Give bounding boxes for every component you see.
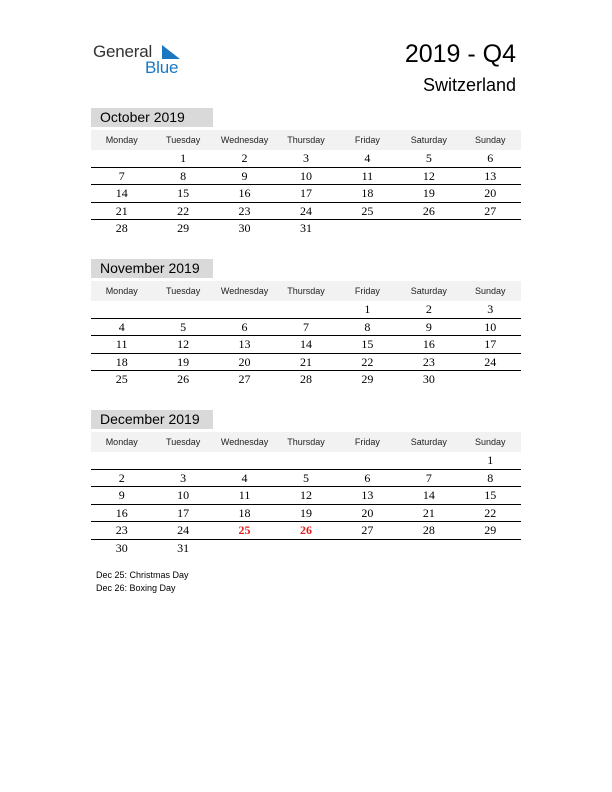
day-cell: 10 xyxy=(484,319,497,334)
empty-day-cell xyxy=(214,540,275,557)
week-row xyxy=(91,470,521,488)
empty-day-cell xyxy=(152,452,213,469)
empty-day-cell xyxy=(91,452,152,469)
empty-day-cell xyxy=(460,220,521,237)
day-cell: 25 xyxy=(361,203,374,218)
weekday-header-row xyxy=(91,130,521,150)
day-cell: 7 xyxy=(425,470,432,485)
day-cell: 16 xyxy=(238,186,251,200)
day-cell: 29 xyxy=(361,372,374,386)
day-cell: 30 xyxy=(238,221,251,235)
weekday-label: Saturday xyxy=(410,286,447,296)
day-cell: 12 xyxy=(299,488,312,502)
empty-day-cell xyxy=(214,452,275,469)
week-row xyxy=(91,354,521,372)
page-title: 2019 - Q4 xyxy=(404,40,516,68)
day-cell: 31 xyxy=(299,221,312,235)
empty-day-cell xyxy=(337,220,398,237)
month-calendar xyxy=(91,410,521,557)
day-cell: 5 xyxy=(425,151,432,165)
day-cell: 18 xyxy=(361,186,374,200)
weekday-label: Tuesday xyxy=(166,286,201,296)
day-cell: 15 xyxy=(484,488,497,502)
day-cell: 26 xyxy=(177,372,190,386)
weekday-label: Saturday xyxy=(410,135,447,145)
day-cell: 11 xyxy=(115,337,128,351)
weekday-label: Tuesday xyxy=(166,437,201,447)
empty-day-cell xyxy=(275,301,336,318)
weekday-label: Monday xyxy=(105,437,138,447)
empty-day-cell xyxy=(398,452,459,469)
day-cell: 10 xyxy=(299,168,312,183)
day-cell: 9 xyxy=(241,168,248,183)
weekday-label: Wednesday xyxy=(220,437,269,447)
day-cell: 8 xyxy=(180,168,187,183)
day-cell: 17 xyxy=(299,186,312,200)
weekday-header-row xyxy=(91,281,521,301)
weekday-label: Monday xyxy=(105,135,138,145)
holiday-note: Dec 25: Christmas Day xyxy=(96,570,189,580)
day-cell: 16 xyxy=(422,337,435,351)
month-title: November 2019 xyxy=(91,259,213,278)
week-row xyxy=(91,319,521,337)
day-cell: 20 xyxy=(484,186,497,200)
weekday-label: Friday xyxy=(354,286,380,296)
day-cell: 27 xyxy=(484,203,497,218)
week-row xyxy=(91,185,521,203)
day-cell: 23 xyxy=(422,354,435,369)
day-cell: 17 xyxy=(484,337,497,351)
day-cell: 24 xyxy=(484,354,497,369)
day-cell: 15 xyxy=(361,337,374,351)
week-row xyxy=(91,220,521,237)
day-cell: 20 xyxy=(238,354,251,369)
day-cell: 20 xyxy=(361,505,374,520)
day-cell: 11 xyxy=(361,168,374,183)
day-cell: 28 xyxy=(115,221,128,235)
day-cell: 1 xyxy=(180,151,187,165)
weekday-label: Wednesday xyxy=(220,286,269,296)
day-cell: 21 xyxy=(115,203,128,218)
day-cell: 19 xyxy=(299,505,312,520)
day-cell: 2 xyxy=(425,302,432,316)
day-cell: 6 xyxy=(241,319,248,334)
day-cell: 31 xyxy=(177,540,190,555)
week-row xyxy=(91,540,521,557)
month-title: December 2019 xyxy=(91,410,213,429)
day-cell: 12 xyxy=(177,337,190,351)
holiday-notes xyxy=(96,569,189,595)
empty-day-cell xyxy=(398,540,459,557)
day-cell: 16 xyxy=(115,505,128,520)
weekday-label: Friday xyxy=(354,135,380,145)
empty-day-cell xyxy=(337,452,398,469)
empty-day-cell xyxy=(460,540,521,557)
weekday-label: Friday xyxy=(354,437,380,447)
day-cell: 4 xyxy=(241,470,248,485)
day-cell: 18 xyxy=(238,505,251,520)
logo-word-blue: Blue xyxy=(145,58,179,77)
day-cell: 9 xyxy=(118,488,125,502)
day-cell: 13 xyxy=(238,337,251,351)
day-cell: 10 xyxy=(177,488,190,502)
weekday-label: Sunday xyxy=(474,437,506,447)
month-calendar xyxy=(91,259,521,388)
day-cell: 15 xyxy=(177,186,190,200)
day-cell: 30 xyxy=(422,372,435,386)
empty-day-cell xyxy=(398,220,459,237)
week-row xyxy=(91,203,521,221)
week-row xyxy=(91,505,521,523)
day-cell: 3 xyxy=(487,302,494,316)
week-row xyxy=(91,168,521,186)
month-title: October 2019 xyxy=(91,108,213,127)
empty-day-cell xyxy=(91,150,152,167)
day-cell: 25 xyxy=(238,523,251,537)
day-cell: 28 xyxy=(299,372,312,386)
week-row xyxy=(91,150,521,168)
day-cell: 27 xyxy=(238,372,251,386)
week-row xyxy=(91,452,521,470)
day-cell: 27 xyxy=(361,523,374,537)
day-cell: 6 xyxy=(364,470,371,485)
weekday-label: Thursday xyxy=(287,286,325,296)
day-cell: 24 xyxy=(299,203,312,218)
day-cell: 21 xyxy=(299,354,312,369)
weekday-label: Thursday xyxy=(287,135,325,145)
country-name: Switzerland xyxy=(422,75,516,95)
day-cell: 4 xyxy=(364,151,371,165)
day-cell: 9 xyxy=(425,319,432,334)
weekday-label: Sunday xyxy=(474,286,506,296)
empty-day-cell xyxy=(152,301,213,318)
day-cell: 19 xyxy=(177,354,190,369)
day-cell: 23 xyxy=(238,203,251,218)
weekday-header-row xyxy=(91,432,521,452)
day-cell: 12 xyxy=(422,168,435,183)
week-row xyxy=(91,522,521,540)
day-cell: 3 xyxy=(302,151,309,165)
empty-day-cell xyxy=(275,540,336,557)
weekday-label: Saturday xyxy=(410,437,447,447)
weekday-label: Monday xyxy=(105,286,138,296)
empty-day-cell xyxy=(337,540,398,557)
week-row xyxy=(91,487,521,505)
day-cell: 24 xyxy=(177,523,190,537)
day-cell: 8 xyxy=(487,470,494,485)
empty-day-cell xyxy=(460,371,521,388)
logo xyxy=(93,42,193,78)
logo-word-general: General xyxy=(93,42,153,61)
day-cell: 14 xyxy=(299,337,312,351)
day-cell: 14 xyxy=(115,186,128,200)
day-cell: 22 xyxy=(361,354,374,369)
day-cell: 29 xyxy=(484,523,497,537)
day-cell: 26 xyxy=(299,523,312,537)
day-cell: 19 xyxy=(422,186,435,200)
weekday-label: Wednesday xyxy=(220,135,269,145)
day-cell: 17 xyxy=(177,505,190,520)
day-cell: 18 xyxy=(115,354,128,369)
day-cell: 30 xyxy=(115,540,128,555)
day-cell: 26 xyxy=(422,203,435,218)
day-cell: 28 xyxy=(422,523,435,537)
holiday-note: Dec 26: Boxing Day xyxy=(96,583,176,593)
empty-day-cell xyxy=(91,301,152,318)
weekday-label: Tuesday xyxy=(166,135,201,145)
day-cell: 2 xyxy=(118,470,125,485)
day-cell: 21 xyxy=(422,505,435,520)
day-cell: 6 xyxy=(487,151,494,165)
week-row xyxy=(91,336,521,354)
weekday-label: Thursday xyxy=(287,437,325,447)
day-cell: 11 xyxy=(238,488,251,502)
day-cell: 8 xyxy=(364,319,371,334)
day-cell: 22 xyxy=(484,505,497,520)
logo-triangle-icon xyxy=(160,45,180,59)
month-calendar xyxy=(91,108,521,237)
day-cell: 29 xyxy=(177,221,190,235)
weekday-label: Sunday xyxy=(474,135,506,145)
day-cell: 13 xyxy=(484,168,497,183)
day-cell: 5 xyxy=(180,319,187,334)
week-row xyxy=(91,371,521,388)
empty-day-cell xyxy=(275,452,336,469)
day-cell: 13 xyxy=(361,488,374,502)
day-cell: 4 xyxy=(118,319,125,334)
empty-day-cell xyxy=(214,301,275,318)
day-cell: 7 xyxy=(302,319,309,334)
day-cell: 1 xyxy=(487,453,494,467)
day-cell: 22 xyxy=(177,203,190,218)
week-row xyxy=(91,301,521,319)
day-cell: 25 xyxy=(115,372,128,386)
day-cell: 3 xyxy=(180,470,187,485)
day-cell: 14 xyxy=(422,488,435,502)
day-cell: 23 xyxy=(115,523,128,537)
day-cell: 2 xyxy=(241,151,248,165)
day-cell: 1 xyxy=(364,302,371,316)
day-cell: 5 xyxy=(302,470,309,485)
day-cell: 7 xyxy=(118,168,125,183)
